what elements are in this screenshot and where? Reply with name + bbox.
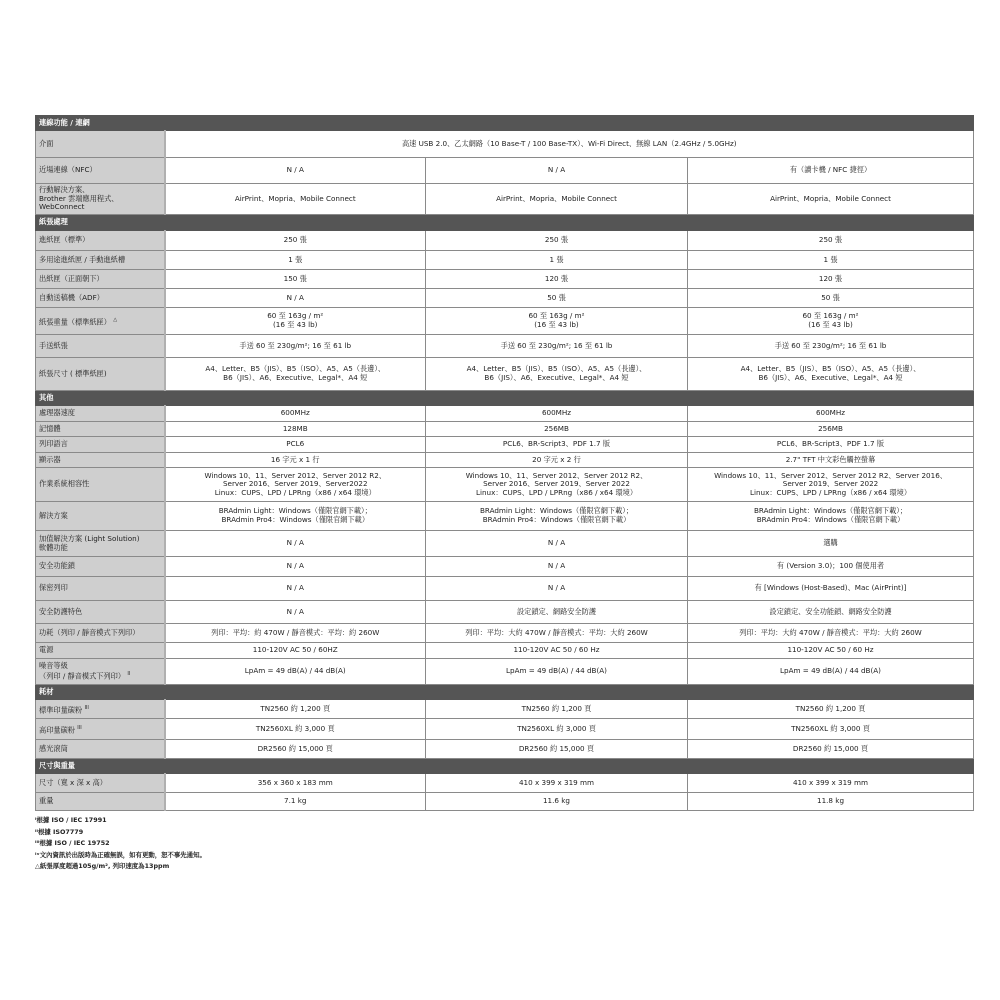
spec-value-model-1: 356 x 360 x 183 mm — [165, 774, 426, 793]
spec-value-model-3: TN2560 約 1,200 頁 — [688, 700, 974, 719]
spec-label-text: 標準印量碳粉 — [39, 704, 83, 714]
spec-value-model-1: N / A — [165, 557, 426, 577]
spec-row — [36, 531, 974, 557]
section-header — [36, 215, 974, 231]
spec-label — [36, 131, 165, 158]
spec-label-text: 安全功能鎖 — [39, 561, 75, 571]
spec-label — [36, 700, 165, 719]
spec-value-model-1: N / A — [165, 601, 426, 624]
footnote: ᴵᴵ根據 ISO7779 — [35, 827, 84, 836]
spec-value-model-2: 1 張 — [426, 251, 688, 270]
spec-row — [36, 251, 974, 270]
spec-row — [36, 453, 974, 468]
spec-label — [36, 468, 165, 502]
spec-label — [36, 774, 165, 793]
spec-value-model-3: PCL6、BR-Script3、PDF 1.7 版 — [688, 437, 974, 453]
spec-value-model-3: 410 x 399 x 319 mm — [688, 774, 974, 793]
footnote-marker: △ — [113, 316, 118, 323]
spec-row — [36, 422, 974, 437]
spec-label-text: 紙張尺寸 ( 標準紙匣) — [39, 368, 107, 378]
spec-value-model-3: 2.7" TFT 中文彩色觸控螢幕 — [688, 453, 974, 468]
spec-label — [36, 437, 165, 453]
spec-row — [36, 719, 974, 740]
spec-label-text: 多用途進紙匣 / 手動進紙槽 — [39, 254, 126, 264]
spec-value-model-2: LpAm = 49 dB(A) / 44 dB(A) — [426, 659, 688, 685]
spec-label — [36, 719, 165, 740]
spec-label-text: 進紙匣（標準） — [39, 235, 90, 245]
spec-row — [36, 437, 974, 453]
spec-row — [36, 740, 974, 759]
spec-label — [36, 577, 165, 601]
spec-value-model-3: TN2560XL 約 3,000 頁 — [688, 719, 974, 740]
footnote: △紙張厚度超過105g/m², 列印速度為13ppm — [35, 862, 170, 870]
spec-value-model-3: 列印：平均：大約 470W / 靜音模式：平均：大約 260W — [688, 624, 974, 643]
spec-label-text: 功耗（列印 / 靜音模式下列印） — [39, 627, 140, 637]
spec-value-all-models: 高速 USB 2.0、乙太網路（10 Base-T / 100 Base-TX）、Wi-Fi Direct、無線 LAN（2.4GHz / 5.0GHz) — [165, 131, 974, 158]
spec-label — [36, 601, 165, 624]
spec-row — [36, 270, 974, 289]
spec-label — [36, 231, 165, 251]
spec-label — [36, 158, 165, 184]
spec-value-model-2: 11.6 kg — [426, 793, 688, 811]
spec-value-model-1: 1 張 — [165, 251, 426, 270]
spec-label-text: 手送紙張 — [39, 340, 68, 350]
spec-value-model-3: 有 (Version 3.0)；100 個使用者 — [688, 557, 974, 577]
spec-value-model-3: 60 至 163g / m² (16 至 43 lb) — [688, 308, 974, 335]
spec-row — [36, 793, 974, 811]
spec-value-model-3: 600MHz — [688, 406, 974, 422]
spec-value-model-1: A4、Letter、B5（JIS）、B5（ISO）、A5、A5（長邊）、 B6（JIS）、A6、Executive、Legal*、A4 短 — [165, 358, 426, 391]
spec-value-model-3: LpAm = 49 dB(A) / 44 dB(A) — [688, 659, 974, 685]
spec-value-model-3: 110-120V AC 50 / 60 Hz — [688, 643, 974, 659]
spec-label-text: 行動解決方案、 Brother 雲端應用程式、 WebConnect — [39, 185, 119, 212]
spec-row — [36, 231, 974, 251]
spec-value-model-3: Windows 10、11、Server 2012、Server 2012 R2、Server 2016、 Server 2019、Server 2022 Linux：CUPS、LPD / LPRng（x86 / x64 環境） — [688, 468, 974, 502]
spec-value-model-2: 600MHz — [426, 406, 688, 422]
section-header — [36, 391, 974, 406]
spec-value-model-1: 16 字元 x 1 行 — [165, 453, 426, 468]
spec-value-model-1: DR2560 約 15,000 頁 — [165, 740, 426, 759]
spec-row — [36, 557, 974, 577]
spec-row — [36, 131, 974, 158]
spec-value-model-3: 50 張 — [688, 289, 974, 308]
spec-label — [36, 335, 165, 358]
spec-label-text: 列印語言 — [39, 439, 68, 449]
section-header — [36, 759, 974, 774]
spec-label — [36, 184, 165, 215]
spec-row — [36, 502, 974, 531]
spec-row — [36, 624, 974, 643]
spec-value-model-1: 手送 60 至 230g/m²; 16 至 61 lb — [165, 335, 426, 358]
spec-value-model-2: 50 張 — [426, 289, 688, 308]
footnote-marker: III — [77, 724, 82, 731]
spec-value-model-1: 250 張 — [165, 231, 426, 251]
spec-value-model-3: 120 張 — [688, 270, 974, 289]
spec-label-text: 保密列印 — [39, 583, 68, 593]
spec-label — [36, 557, 165, 577]
spec-label-text: 顯示器 — [39, 454, 61, 464]
spec-value-model-1: TN2560XL 約 3,000 頁 — [165, 719, 426, 740]
spec-row — [36, 158, 974, 184]
spec-label — [36, 289, 165, 308]
spec-label-text: 加值解決方案 (Light Solution) 軟體功能 — [39, 533, 140, 552]
spec-label — [36, 740, 165, 759]
spec-value-model-3: 256MB — [688, 422, 974, 437]
spec-value-model-1: N / A — [165, 577, 426, 601]
spec-label-text: 作業系統相容性 — [39, 479, 90, 489]
spec-row — [36, 335, 974, 358]
spec-label-text: 介面 — [39, 138, 54, 148]
spec-value-model-2: N / A — [426, 158, 688, 184]
spec-value-model-2: TN2560XL 約 3,000 頁 — [426, 719, 688, 740]
spec-value-model-3: 250 張 — [688, 231, 974, 251]
spec-row — [36, 358, 974, 391]
spec-table — [35, 115, 974, 811]
spec-value-model-2: N / A — [426, 577, 688, 601]
spec-row — [36, 774, 974, 793]
spec-row — [36, 406, 974, 422]
spec-value-model-1: BRAdmin Light：Windows（僅限官網下載）； BRAdmin Pro4：Windows（僅限官網下載） — [165, 502, 426, 531]
spec-row — [36, 577, 974, 601]
spec-value-model-2: PCL6、BR-Script3、PDF 1.7 版 — [426, 437, 688, 453]
spec-label-text: 感光滾筒 — [39, 743, 68, 753]
spec-label — [36, 358, 165, 391]
spec-value-model-2: Windows 10、11、Server 2012、Server 2012 R2、 Server 2016、Server 2019、Server 2022 Linux：CUPS、LPD / LPRng（x86 / x64 環境） — [426, 468, 688, 502]
spec-label — [36, 406, 165, 422]
spec-row — [36, 659, 974, 685]
spec-value-model-2: 手送 60 至 230g/m²; 16 至 61 lb — [426, 335, 688, 358]
spec-label-text: 噪音等級 （列印 / 靜音模式下列印） — [39, 660, 126, 681]
section-title: 連線功能 / 連網 — [36, 116, 974, 131]
spec-value-model-3: A4、Letter、B5（JIS）、B5（ISO）、A5、A5（長邊）、 B6（JIS）、A6、Executive、Legal*、A4 短 — [688, 358, 974, 391]
spec-value-model-1: PCL6 — [165, 437, 426, 453]
spec-value-model-1: Windows 10、11、Server 2012、Server 2012 R2、 Server 2016、Server 2019、Server2022 Linux：CUPS、LPD / LPRng（x86 / x64 環境） — [165, 468, 426, 502]
spec-value-model-3: BRAdmin Light：Windows（僅限官網下載）； BRAdmin Pro4：Windows（僅限官網下載） — [688, 502, 974, 531]
spec-label — [36, 502, 165, 531]
spec-row — [36, 601, 974, 624]
spec-value-model-1: 60 至 163g / m² (16 至 43 lb) — [165, 308, 426, 335]
spec-value-model-2: A4、Letter、B5（JIS）、B5（ISO）、A5、A5（長邊）、 B6（JIS）、A6、Executive、Legal*、A4 短 — [426, 358, 688, 391]
spec-label-text: 安全防護特色 — [39, 606, 83, 616]
spec-value-model-1: 7.1 kg — [165, 793, 426, 811]
footnote: ᴵ根據 ISO / IEC 17991 — [35, 816, 107, 824]
spec-label-text: 自動送稿機（ADF） — [39, 292, 104, 302]
spec-row — [36, 468, 974, 502]
spec-value-model-3: AirPrint、Mopria、Mobile Connect — [688, 184, 974, 215]
spec-value-model-1: 600MHz — [165, 406, 426, 422]
spec-row — [36, 289, 974, 308]
spec-value-model-1: TN2560 約 1,200 頁 — [165, 700, 426, 719]
spec-value-model-3: 有 [Windows (Host-Based)、Mac (AirPrint)] — [688, 577, 974, 601]
spec-label — [36, 643, 165, 659]
spec-value-model-1: LpAm = 49 dB(A) / 44 dB(A) — [165, 659, 426, 685]
spec-value-model-3: 11.8 kg — [688, 793, 974, 811]
spec-value-model-1: N / A — [165, 158, 426, 184]
spec-value-model-2: 120 張 — [426, 270, 688, 289]
spec-label — [36, 270, 165, 289]
spec-value-model-2: DR2560 約 15,000 頁 — [426, 740, 688, 759]
spec-label-text: 紙張重量（標準紙匣） — [39, 316, 111, 326]
spec-value-model-2: 110-120V AC 50 / 60 Hz — [426, 643, 688, 659]
spec-value-model-2: 256MB — [426, 422, 688, 437]
spec-value-model-3: 1 張 — [688, 251, 974, 270]
spec-label — [36, 453, 165, 468]
spec-value-model-2: 20 字元 x 2 行 — [426, 453, 688, 468]
spec-value-model-1: 列印：平均：約 470W / 靜音模式：平均：約 260W — [165, 624, 426, 643]
spec-label-text: 出紙匣（正面朝下） — [39, 273, 104, 283]
section-title: 耗材 — [36, 685, 974, 700]
spec-row — [36, 184, 974, 215]
spec-value-model-2: TN2560 約 1,200 頁 — [426, 700, 688, 719]
spec-label — [36, 793, 165, 811]
spec-value-model-2: 列印：平均：大約 470W / 靜音模式：平均：大約 260W — [426, 624, 688, 643]
spec-value-model-1: 150 張 — [165, 270, 426, 289]
spec-value-model-1: AirPrint、Mopria、Mobile Connect — [165, 184, 426, 215]
spec-label — [36, 659, 165, 685]
spec-row — [36, 700, 974, 719]
footnote: ᴵᴵᴵ根據 ISO / IEC 19752 — [35, 839, 110, 847]
spec-label — [36, 308, 165, 335]
spec-value-model-1: N / A — [165, 289, 426, 308]
spec-value-model-2: N / A — [426, 557, 688, 577]
spec-label-text: 解決方案 — [39, 510, 68, 520]
spec-value-model-2: AirPrint、Mopria、Mobile Connect — [426, 184, 688, 215]
section-title: 尺寸與重量 — [36, 759, 974, 774]
spec-label-text: 記憶體 — [39, 423, 61, 433]
footnote-marker: II — [127, 671, 131, 678]
spec-value-model-1: 128MB — [165, 422, 426, 437]
spec-value-model-3: 手送 60 至 230g/m²; 16 至 61 lb — [688, 335, 974, 358]
spec-value-model-3: DR2560 約 15,000 頁 — [688, 740, 974, 759]
spec-row — [36, 308, 974, 335]
spec-value-model-2: N / A — [426, 531, 688, 557]
spec-value-model-3: 選購 — [688, 531, 974, 557]
section-title: 紙張處理 — [36, 215, 974, 231]
section-title: 其他 — [36, 391, 974, 406]
spec-value-model-2: 250 張 — [426, 231, 688, 251]
spec-value-model-2: 60 至 163g / m² (16 至 43 lb) — [426, 308, 688, 335]
spec-label — [36, 251, 165, 270]
spec-row — [36, 643, 974, 659]
spec-value-model-2: 設定鎖定、網路安全防護 — [426, 601, 688, 624]
footnote-marker: III — [84, 704, 89, 711]
spec-label-text: 重量 — [39, 796, 54, 806]
spec-label-text: 尺寸（寬 x 深 x 高） — [39, 777, 107, 787]
spec-label — [36, 624, 165, 643]
footnote: ᴵᵛ文內資訊於出版時為正確無誤，如有更動，恕不事先通知。 — [35, 850, 206, 859]
spec-value-model-1: 110-120V AC 50 / 60HZ — [165, 643, 426, 659]
spec-value-model-2: BRAdmin Light：Windows（僅限官網下載）； BRAdmin Pro4：Windows（僅限官網下載） — [426, 502, 688, 531]
spec-label — [36, 531, 165, 557]
section-header — [36, 116, 974, 131]
spec-label-text: 電源 — [39, 645, 54, 655]
spec-value-model-2: 410 x 399 x 319 mm — [426, 774, 688, 793]
spec-label-text: 處理器速度 — [39, 408, 75, 418]
spec-label-text: 近場連線（NFC） — [39, 165, 97, 175]
section-header — [36, 685, 974, 700]
spec-value-model-1: N / A — [165, 531, 426, 557]
spec-label-text: 高印量碳粉 — [39, 724, 75, 734]
footnotes — [35, 815, 206, 873]
spec-value-model-3: 有（讀卡機 / NFC 捷徑） — [688, 158, 974, 184]
spec-value-model-3: 設定鎖定、安全功能鎖、網路安全防護 — [688, 601, 974, 624]
spec-label — [36, 422, 165, 437]
